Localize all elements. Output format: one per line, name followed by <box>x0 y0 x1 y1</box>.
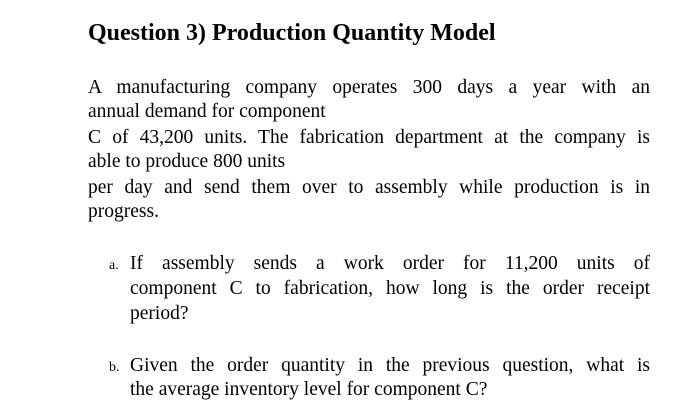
intro-line-4: able to produce 800 units <box>88 151 286 172</box>
intro-line-1: A manufacturing company operates 300 days a year with an <box>88 77 650 98</box>
question-title: Question 3) Production Quantity Model <box>88 20 496 46</box>
part-a-line-2: component C to fabrication, how long is the order receipt <box>130 278 650 299</box>
part-b-marker: b. <box>109 360 120 375</box>
part-a-line-3: period? <box>130 303 189 324</box>
intro-line-5: per day and send them over to assembly while production is in <box>88 177 650 198</box>
part-b-line-2: the average inventory level for component C? <box>130 379 488 400</box>
part-b-line-1: Given the order quantity in the previous question, what is <box>130 355 650 376</box>
intro-line-6: progress. <box>88 201 159 222</box>
intro-line-2: annual demand for component <box>88 101 326 122</box>
part-a-line-1: If assembly sends a work order for 11,200 units of <box>130 253 650 274</box>
part-a-marker: a. <box>109 258 119 273</box>
intro-line-3: C of 43,200 units. The fabrication department at the company is <box>88 127 650 148</box>
